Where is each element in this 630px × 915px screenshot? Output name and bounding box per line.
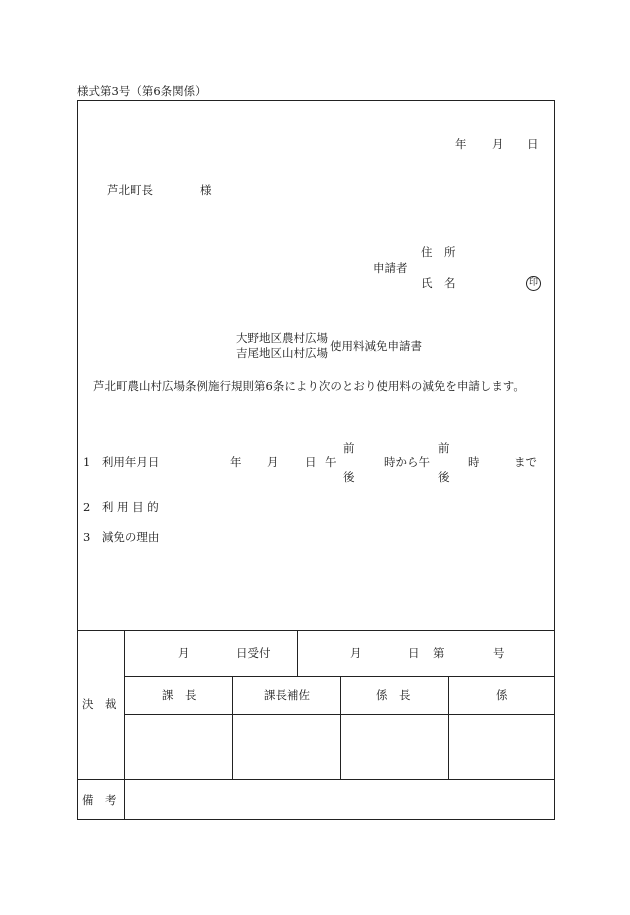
date-day-label: 日	[527, 137, 539, 151]
item1-year: 年	[230, 455, 242, 469]
approval-col-line-3	[448, 676, 449, 779]
approval-label: 決 裁	[82, 697, 117, 711]
seal-mark-icon: 印	[526, 276, 541, 291]
item1-from-text: 時から午	[384, 455, 430, 469]
label-column-line	[124, 630, 125, 820]
header-section-chief: 課 長	[162, 688, 197, 702]
number-go: 号	[493, 646, 505, 660]
title-suffix: 使用料減免申請書	[330, 339, 422, 353]
received-month: 月	[178, 646, 190, 660]
addressee-name: 芦北町長	[107, 183, 153, 197]
number-day: 日	[408, 646, 420, 660]
received-day: 日受付	[236, 646, 271, 660]
title-line-yoshio: 吉尾地区山村広場	[236, 346, 328, 360]
name-label: 氏 名	[421, 276, 456, 290]
body-text: 芦北町農山村広場条例施行規則第6条により次のとおり使用料の減免を申請します。	[93, 379, 525, 393]
date-month-label: 月	[492, 137, 504, 151]
address-label: 住 所	[421, 245, 456, 259]
number-month: 月	[350, 646, 362, 660]
receipt-divider-line	[297, 630, 298, 676]
item1-noon-1: 午	[325, 455, 337, 469]
item1-day: 日	[305, 455, 317, 469]
remarks-label: 備 考	[82, 793, 117, 807]
table-top-line	[77, 630, 555, 631]
item1-pm-2: 後	[438, 470, 450, 484]
item1-am-2: 前	[438, 441, 450, 455]
item3-label: 3 減免の理由	[83, 530, 160, 544]
item1-month: 月	[267, 455, 279, 469]
header-group-leader: 係 長	[376, 688, 411, 702]
item1-pm-1: 後	[343, 470, 355, 484]
number-dai: 第	[433, 646, 445, 660]
approval-col-line-1	[232, 676, 233, 779]
applicant-label: 申請者	[373, 261, 408, 275]
item1-label: 1 利用年月日	[83, 455, 160, 469]
title-line-ono: 大野地区農村広場	[236, 331, 328, 345]
date-year-label: 年	[455, 137, 467, 151]
table-row-line-3	[77, 779, 555, 780]
header-staff: 係	[496, 688, 508, 702]
item1-hour: 時	[468, 455, 480, 469]
addressee-honorific: 様	[200, 183, 212, 197]
item1-am-1: 前	[343, 441, 355, 455]
form-id: 様式第3号（第6条関係）	[77, 84, 207, 98]
item2-label: 2 利 用 目 的	[83, 500, 159, 514]
approval-col-line-2	[340, 676, 341, 779]
item1-until: まで	[514, 455, 537, 469]
header-assistant-chief: 課長補佐	[264, 688, 310, 702]
